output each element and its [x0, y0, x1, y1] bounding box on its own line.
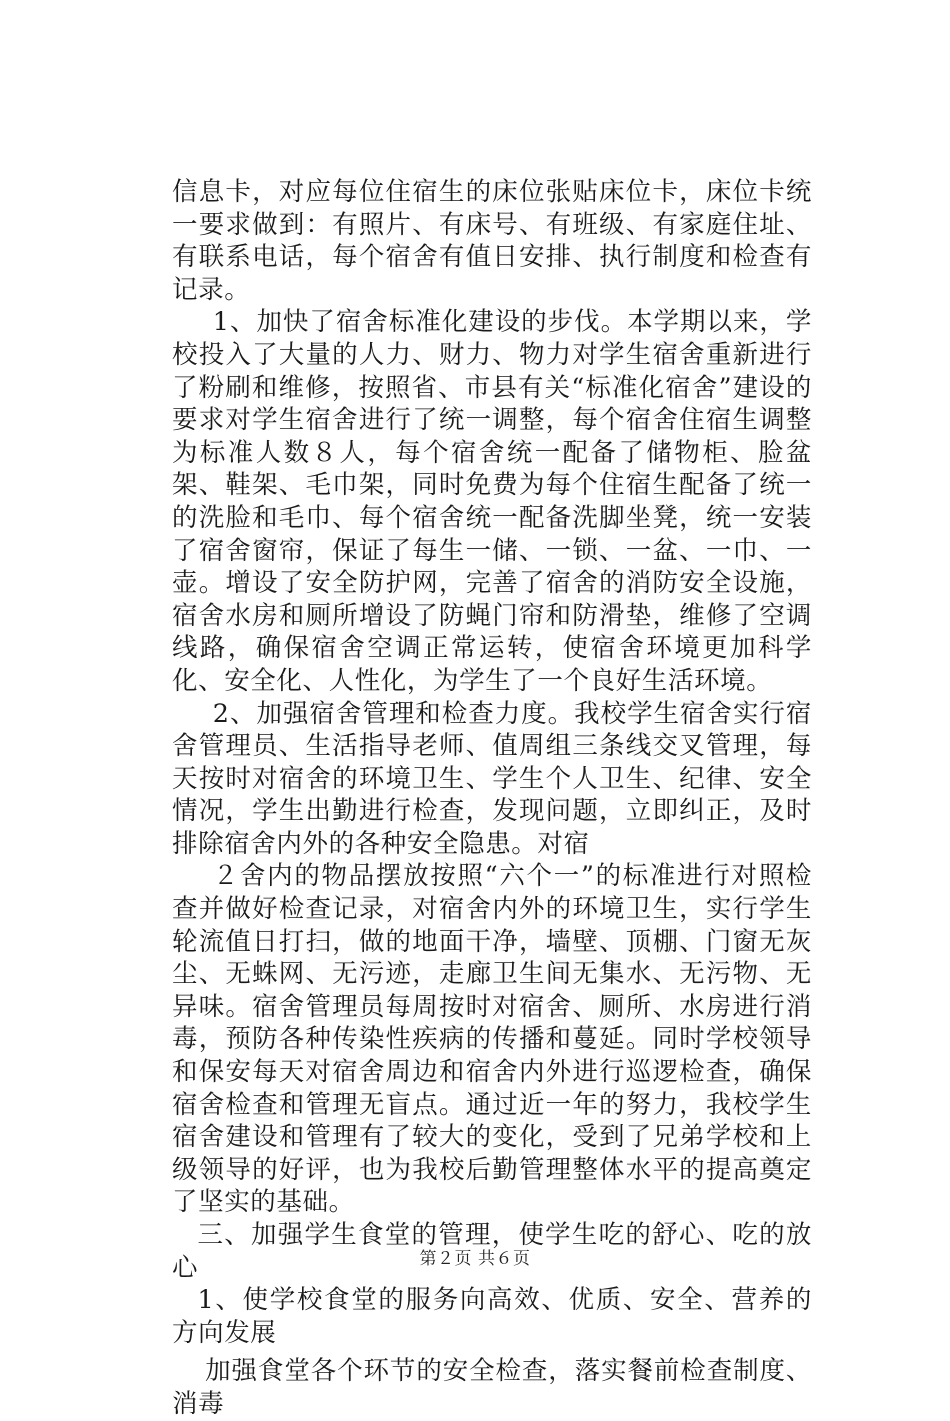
document-body — [172, 176, 812, 1421]
subheading-canteen-service: 1、使学校食堂的服务向高效、优质、安全、营养的方向发展 — [172, 1285, 812, 1348]
paragraph-standardization: 1、加快了宿舍标准化建设的步伐。本学期以来，学校投入了大量的人力、财力、物力对学生宿舍重新进行了粉刷和维修，按照省、市县有关“标准化宿舍”建设的要求对学生宿舍进行了统一调整，每个宿舍住宿生调整为标准人数８人，每个宿舍统一配备了储物柜、脸盆架、鞋架、毛巾架，同时免费为每个住宿生配备了统一的洗脸和毛巾、每个宿舍统一配备洗脚坐凳，统一安装了宿舍窗帘，保证了每生一储、一锁、一盆、一巾、一壶。增设了安全防护网，完善了宿舍的消防安全设施，宿舍水房和厕所增设了防蝇门帘和防滑垫，维修了空调线路，确保宿舍空调正常运转，使宿舍环境更加科学化、安全化、人性化，为学生了一个良好生活环境。 — [172, 307, 812, 696]
paragraph-canteen-safety: 加强食堂各个环节的安全检查，落实餐前检查制度、消毒 — [172, 1356, 812, 1419]
paragraph-dormitory-info-card: 信息卡，对应每位住宿生的床位张贴床位卡，床位卡统一要求做到：有照片、有床号、有班级、有家庭住址、有联系电话，每个宿舍有值日安排、执行制度和检查有记录。 — [172, 177, 812, 305]
section-heading-canteen: 三、加强学生食堂的管理，使学生吃的舒心、吃的放心 — [172, 1220, 812, 1283]
paragraph-management-inspection: 2、加强宿舍管理和检查力度。我校学生宿舍实行宿舍管理员、生活指导老师、值周组三条线交叉管理，每天按时对宿舍的环境卫生、学生个人卫生、纪律、安全情况，学生出勤进行检查，发现问题，立即纠正，及时排除宿舍内外的各种安全隐患。对宿 — [172, 698, 812, 859]
page-footer: 第２页 共６页 — [419, 1249, 531, 1269]
paragraph-item-placement: ２舍内的物品摆放按照“六个一”的标准进行对照检查并做好检查记录，对宿舍内外的环境卫生，实行学生轮流值日打扫，做的地面干净，墙壁、顶棚、门窗无灰尘、无蛛网、无污迹，走廊卫生间无集水、无污物、无异味。宿舍管理员每周按时对宿舍、厕所、水房进行消毒，预防各种传染性疾病的传播和蔓延。同时学校领导和保安每天对宿舍周边和宿舍内外进行巡逻检查，确保宿舍检查和管理无盲点。通过近一年的努力，我校学生宿舍建设和管理有了较大的变化，受到了兄弟学校和上级领导的好评，也为我校后勤管理整体水平的提高奠定了坚实的基础。 — [172, 861, 812, 1218]
